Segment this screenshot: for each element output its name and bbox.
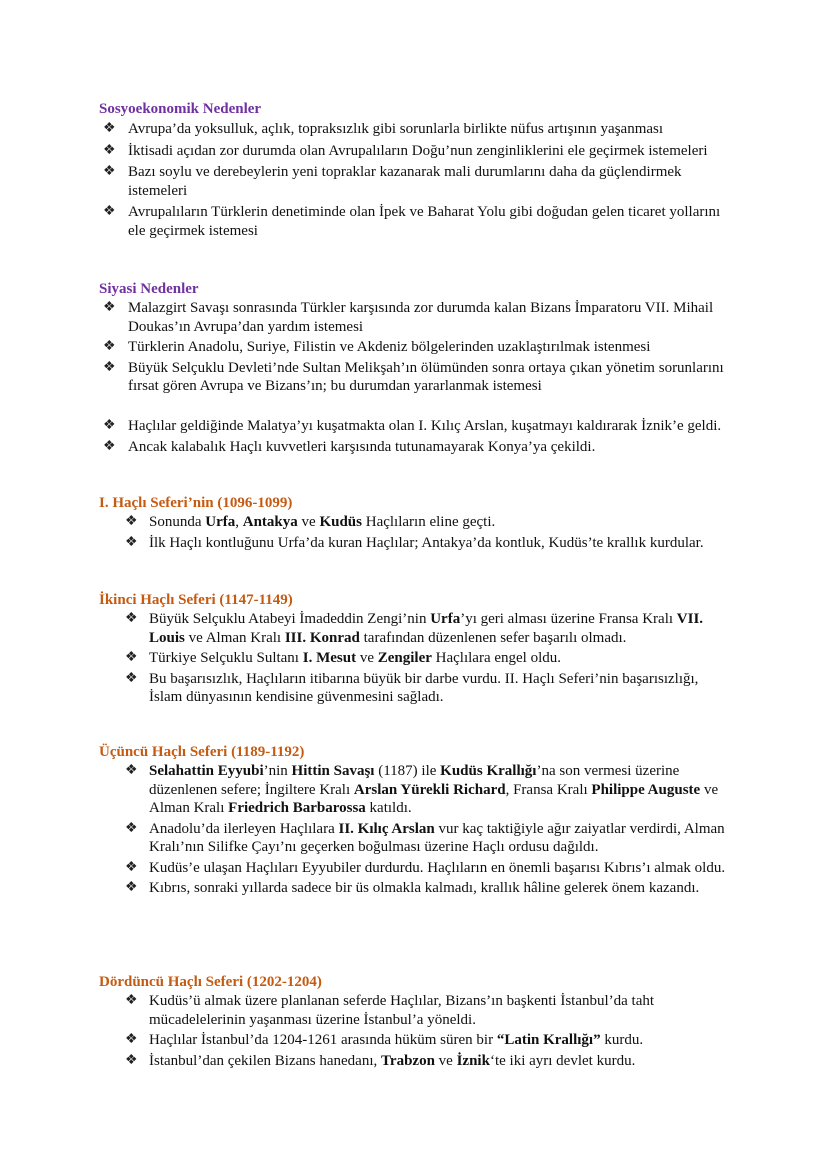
list-item: ❖ Kudüs’e ulaşan Haçlıları Eyyubiler durdurdu. Haçlıların en önemli başarısı Kıbrıs’ı almak oldu. bbox=[125, 859, 726, 876]
diamond-bullet-icon: ❖ bbox=[125, 534, 138, 550]
list-item: ❖ Ancak kalabalık Haçlı kuvvetleri karşısında tutunamayarak Konya’ya çekildi. bbox=[103, 438, 596, 455]
diamond-bullet-icon: ❖ bbox=[125, 993, 138, 1008]
list-item: ❖ Haçlılar geldiğinde Malatya’yı kuşatmakta olan I. Kılıç Arslan, kuşatmayı kaldırarak İznik’e geldi. bbox=[103, 418, 722, 434]
heading-first-crusade: I. Haçlı Seferi’nin (1096-1099) bbox=[99, 495, 293, 511]
diamond-bullet-icon: ❖ bbox=[125, 820, 138, 836]
list-sosyoekonomik bbox=[103, 120, 738, 240]
list-item: ❖ Bu başarısızlık, Haçlıların itibarına büyük bir darbe vurdu. II. Haçlı Seferi’nin başarısızlığı, İslam dünyasının kendisine güvenmesini sağladı. bbox=[125, 670, 699, 705]
diamond-bullet-icon: ❖ bbox=[103, 121, 116, 136]
heading-fourth-crusade: Dördüncü Haçlı Seferi (1202-1204) bbox=[99, 974, 322, 990]
diamond-bullet-icon: ❖ bbox=[125, 859, 138, 875]
diamond-bullet-icon: ❖ bbox=[103, 164, 116, 179]
heading-sosyoekonomik: Sosyoekonomik Nedenler bbox=[99, 101, 262, 117]
diamond-bullet-icon: ❖ bbox=[103, 142, 116, 158]
heading-third-crusade: Üçüncü Haçlı Seferi (1189-1192) bbox=[99, 744, 305, 760]
list-item: ❖ Kıbrıs, sonraki yıllarda sadece bir üs olmakla kalmadı, krallık hâline gelerek önem kazandı. bbox=[125, 880, 700, 896]
list-second-crusade bbox=[125, 610, 729, 707]
heading-second-crusade: İkinci Haçlı Seferi (1147-1149) bbox=[99, 592, 293, 608]
list-item: ❖ Kudüs’ü almak üzere planlanan seferde Haçlılar, Bizans’ın başkenti İstanbul’da taht mücadelelerinin yaşanması üzerine İstanbul’a yöneldi. bbox=[125, 993, 655, 1028]
diamond-bullet-icon: ❖ bbox=[125, 514, 138, 529]
diamond-bullet-icon: ❖ bbox=[125, 880, 138, 895]
diamond-bullet-icon: ❖ bbox=[125, 650, 138, 665]
list-item: ❖ İlk Haçlı kontluğunu Urfa’da kuran Haçlılar; Antakya’da kontluk, Kudüs’te krallık kurdular. bbox=[125, 534, 704, 551]
list-item: ❖ İstanbul’dan çekilen Bizans hanedanı, Trabzon ve İznik‘te iki ayrı devlet kurdu. bbox=[125, 1052, 636, 1069]
list-item: ❖ Büyük Selçuklu Atabeyi İmadeddin Zengi’nin Urfa’yı geri alması üzerine Fransa Kralı VII. Louis ve Alman Kralı III. Konrad tarafından düzenlenen sefer başarılı olmadı. bbox=[125, 611, 704, 646]
diamond-bullet-icon: ❖ bbox=[125, 611, 138, 626]
list-siyasi-2 bbox=[103, 417, 738, 456]
diamond-bullet-icon: ❖ bbox=[103, 204, 116, 219]
diamond-bullet-icon: ❖ bbox=[125, 1052, 138, 1068]
list-item: ❖ Malazgirt Savaşı sonrasında Türkler karşısında zor durumda kalan Bizans İmparatoru VII. Mihail Doukas’ın Avrupa’dan yardım istemesi bbox=[103, 300, 714, 335]
list-item: ❖ Sonunda Urfa, Antakya ve Kudüs Haçlıların eline geçti. bbox=[125, 514, 496, 530]
list-item: ❖ Avrupa’da yoksulluk, açlık, topraksızlık gibi sorunlarla birlikte nüfus artışının yaşanması bbox=[103, 121, 664, 137]
list-item: ❖ Avrupalıların Türklerin denetiminde olan İpek ve Baharat Yolu gibi doğudan gelen ticaret yollarını ele geçirmek istemesi bbox=[103, 204, 721, 239]
list-item: ❖ Haçlılar İstanbul’da 1204-1261 arasında hüküm süren bir “Latin Krallığı” kurdu. bbox=[125, 1032, 644, 1048]
list-item: ❖ İktisadi açıdan zor durumda olan Avrupalıların Doğu’nun zenginliklerini ele geçirmek istemeleri bbox=[103, 142, 708, 159]
list-third-crusade bbox=[125, 762, 729, 898]
diamond-bullet-icon: ❖ bbox=[103, 418, 116, 433]
diamond-bullet-icon: ❖ bbox=[103, 438, 116, 454]
list-item: ❖ Anadolu’da ilerleyen Haçlılara II. Kılıç Arslan vur kaç taktiğiyle ağır zaiyatlar verdirdi, Alman Kralı’nın Silifke Çayı’nı geçerken boğulması üzerine Haçlı ordusu dağıldı. bbox=[125, 820, 725, 855]
list-item: ❖ Türklerin Anadolu, Suriye, Filistin ve Akdeniz bölgelerinden uzaklaştırılmak istenmesi bbox=[103, 339, 651, 355]
diamond-bullet-icon: ❖ bbox=[103, 300, 116, 315]
diamond-bullet-icon: ❖ bbox=[103, 359, 116, 375]
list-fourth-crusade bbox=[125, 992, 729, 1070]
list-first-crusade bbox=[125, 513, 729, 552]
list-siyasi bbox=[103, 299, 738, 396]
diamond-bullet-icon: ❖ bbox=[125, 763, 138, 778]
diamond-bullet-icon: ❖ bbox=[125, 1032, 138, 1047]
list-item: ❖ Türkiye Selçuklu Sultanı I. Mesut ve Zengiler Haçlılara engel oldu. bbox=[125, 650, 562, 666]
heading-siyasi: Siyasi Nedenler bbox=[99, 281, 199, 297]
list-item: ❖ Bazı soylu ve derebeylerin yeni topraklar kazanarak mali durumlarını daha da güçlendirmek istemeleri bbox=[103, 164, 682, 199]
diamond-bullet-icon: ❖ bbox=[103, 339, 116, 354]
diamond-bullet-icon: ❖ bbox=[125, 670, 138, 686]
list-item: ❖ Selahattin Eyyubi’nin Hittin Savaşı (1187) ile Kudüs Krallığı’na son vermesi üzerine düzenlenen sefere; İngiltere Kralı Arslan Yürekli Richard, Fransa Kralı Philippe Auguste ve Alman Kralı Friedrich Barbarossa katıldı. bbox=[125, 763, 719, 816]
list-item: ❖ Büyük Selçuklu Devleti’nde Sultan Melikşah’ın ölümünden sonra ortaya çıkan yönetim sorunlarını fırsat gören Avrupa ve Bizans’ın; bu durumdan yararlanmak istemesi bbox=[103, 359, 724, 394]
